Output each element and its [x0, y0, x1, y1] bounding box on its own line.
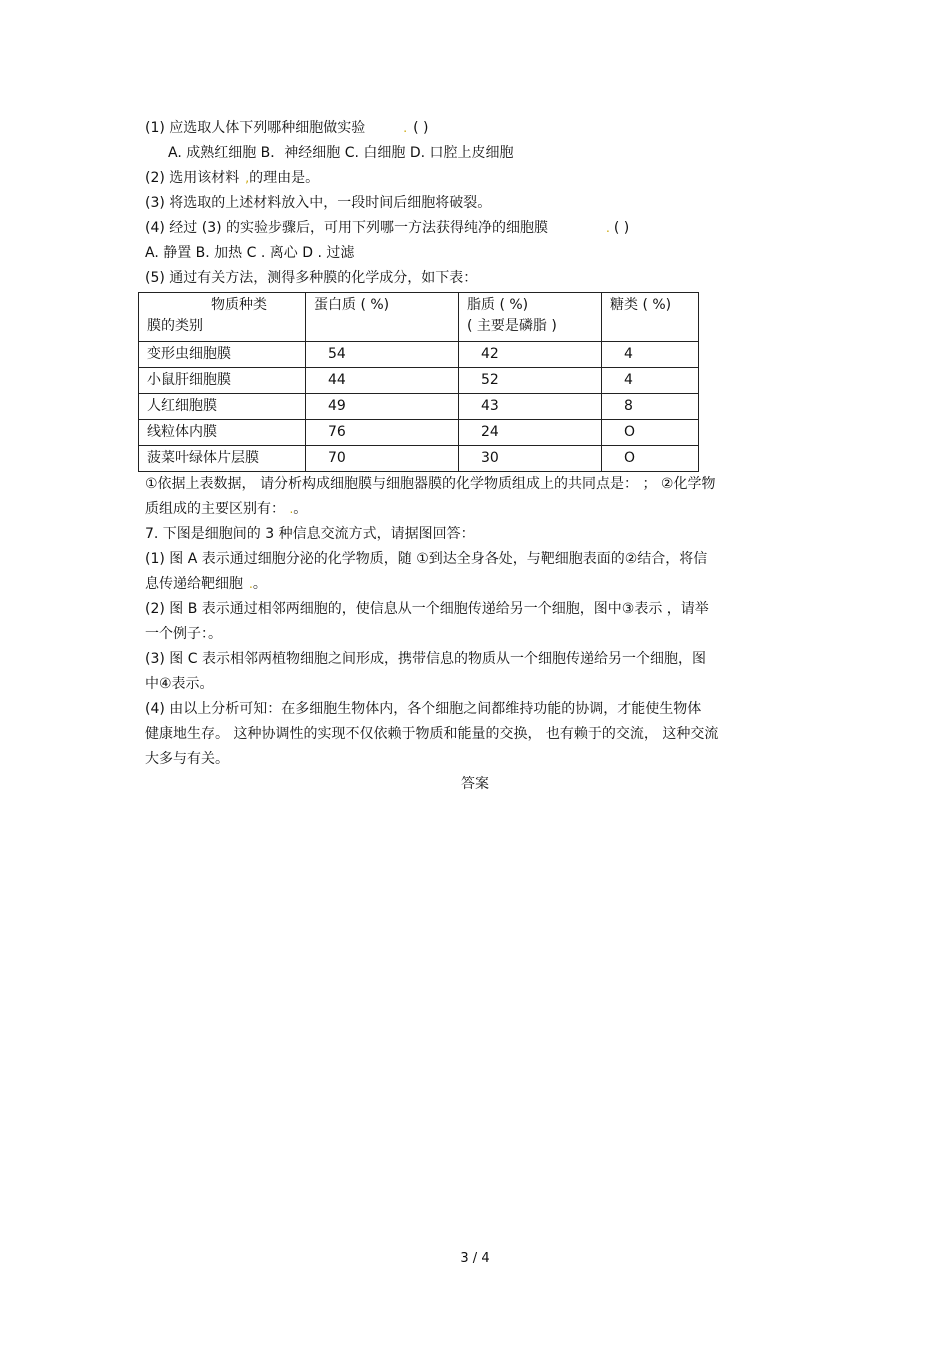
analysis-line-2: 质组成的主要区别有： .。: [145, 501, 308, 517]
answer-blank-mark: .: [289, 502, 294, 516]
table-row: 线粒体内膜 76 24 O: [139, 420, 699, 446]
page-number: 3 / 4: [460, 1251, 490, 1266]
analysis-line-1: ①依据上表数据， 请分析构成细胞膜与细胞器膜的化学物质组成上的共同点是： ； ②化学物: [145, 476, 716, 492]
answer-heading: 答案: [461, 776, 489, 792]
question-5: (5) 通过有关方法，测得多种膜的化学成分，如下表：: [145, 270, 478, 286]
question-1-options: A. 成熟红细胞 B．神经细胞 C. 白细胞 D. 口腔上皮细胞: [168, 145, 514, 161]
question-4-options: A. 静置 B. 加热 C . 离心 D . 过滤: [145, 245, 355, 261]
answer-blank-mark: .: [606, 221, 610, 235]
question-7: 7. 下图是细胞间的 3 种信息交流方式，请据图回答：: [145, 526, 475, 542]
question-2: (2) 选用该材料 ,的理由是。: [145, 170, 320, 186]
answer-blank-mark: .: [403, 121, 408, 135]
header-sugar: 糖类 ( %): [602, 293, 699, 342]
table-row: 变形虫细胞膜 54 42 4: [139, 342, 699, 368]
table-row: 人红细胞膜 49 43 8: [139, 394, 699, 420]
question-7-4-end: 大多与有关。: [145, 751, 229, 767]
question-7-3-cont: 中④表示。: [145, 676, 214, 692]
question-3: (3) 将选取的上述材料放入中，一段时间后细胞将破裂。: [145, 195, 492, 211]
answer-blank-mark: ,: [245, 171, 250, 185]
header-lipid: 脂质 ( %) ( 主要是磷脂 ): [459, 293, 602, 342]
question-7-1: (1) 图 A 表示通过细胞分泌的化学物质，随 ①到达全身各处，与靶细胞表面的②结合，将信: [145, 551, 708, 567]
question-7-3: (3) 图 C 表示相邻两植物细胞之间形成，携带信息的物质从一个细胞传递给另一个细胞，图: [145, 651, 706, 667]
question-7-4: (4) 由以上分析可知：在多细胞生物体内，各个细胞之间都维持功能的协调，才能使生物体: [145, 701, 702, 717]
table-row: 小鼠肝细胞膜 44 52 4: [139, 368, 699, 394]
question-7-1-cont: 息传递给靶细胞 .。: [145, 576, 267, 592]
table-row: 菠菜叶绿体片层膜 70 30 O: [139, 446, 699, 472]
question-4: (4) 经过 (3) 的实验步骤后，可用下列哪一方法获得纯净的细胞膜 . ( ): [145, 220, 630, 236]
question-7-2-cont: 一个例子：。: [145, 626, 222, 642]
question-7-2: (2) 图 B 表示通过相邻两细胞的，使信息从一个细胞传递给另一个细胞，图中③表示 ，请举: [145, 601, 709, 617]
question-1: (1) 应选取人体下列哪种细胞做实验 . ( ): [145, 120, 429, 136]
answer-blank-mark: .: [249, 577, 253, 591]
membrane-composition-table: [138, 292, 699, 472]
question-7-4-cont: 健康地生存。 这种协调性的实现不仅依赖于物质和能量的交换， 也有赖于的交流， 这种交流: [145, 726, 719, 742]
header-membrane-type: 物质种类 膜的类别: [139, 293, 306, 342]
header-protein: 蛋白质 ( %): [306, 293, 459, 342]
table-header-row: [139, 293, 699, 342]
